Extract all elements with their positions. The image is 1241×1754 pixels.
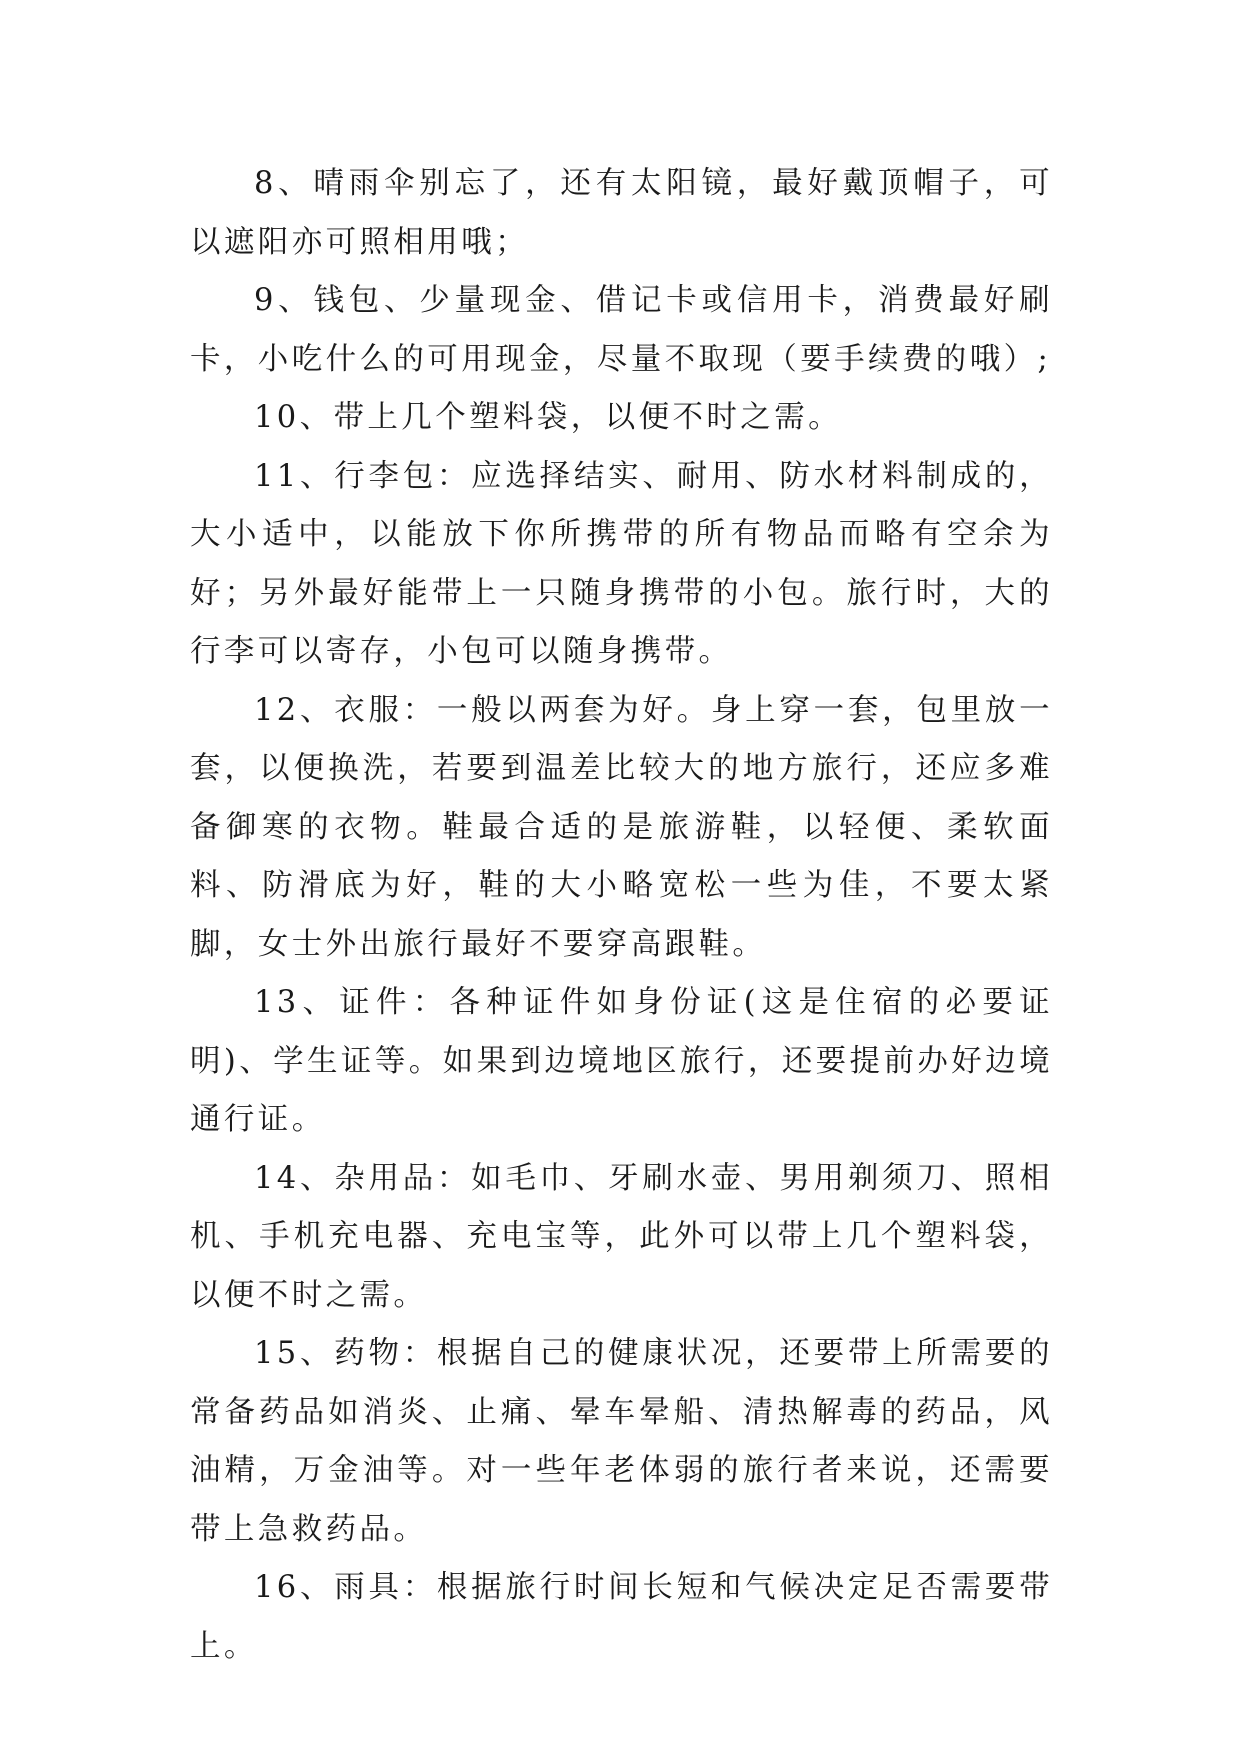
paragraph-item-11: 11、行李包：应选择结实、耐用、防水材料制成的，大小适中，以能放下你所携带的所有物品而略有空余为好；另外最好能带上一只随身携带的小包。旅行时，大的行李可以寄存，小包可以随身携带。 (190, 458, 1053, 669)
paragraph-item-12: 12、衣服：一般以两套为好。身上穿一套，包里放一套，以便换洗，若要到温差比较大的地方旅行，还应多难备御寒的衣物。鞋最合适的是旅游鞋，以轻便、柔软面料、防滑底为好，鞋的大小略宽松一些为佳，不要太紧脚，女士外出旅行最好不要穿高跟鞋。 (190, 692, 1053, 962)
paragraph-item-14: 14、杂用品：如毛巾、牙刷水壶、男用剃须刀、照相机、手机充电器、充电宝等，此外可以带上几个塑料袋，以便不时之需。 (190, 1160, 1053, 1313)
paragraph-item-9: 9、钱包、少量现金、借记卡或信用卡，消费最好刷卡，小吃什么的可用现金，尽量不取现（要手续费的哦）; (190, 283, 1053, 377)
document-body (190, 155, 1053, 1676)
paragraph-item-8: 8、晴雨伞别忘了，还有太阳镜，最好戴顶帽子，可以遮阳亦可照相用哦； (190, 166, 1053, 260)
paragraph-item-13: 13、证件：各种证件如身份证(这是住宿的必要证明)、学生证等。如果到边境地区旅行，还要提前办好边境通行证。 (190, 985, 1053, 1137)
paragraph-item-10: 10、带上几个塑料袋，以便不时之需。 (254, 400, 843, 435)
paragraph-item-16: 16、雨具：根据旅行时间长短和气候决定足否需要带上。 (190, 1570, 1053, 1664)
paragraph-item-15: 15、药物：根据自己的健康状况，还要带上所需要的常备药品如消炎、止痛、晕车晕船、清热解毒的药品，风油精，万金油等。对一些年老体弱的旅行者来说，还需要带上急救药品。 (190, 1336, 1053, 1547)
